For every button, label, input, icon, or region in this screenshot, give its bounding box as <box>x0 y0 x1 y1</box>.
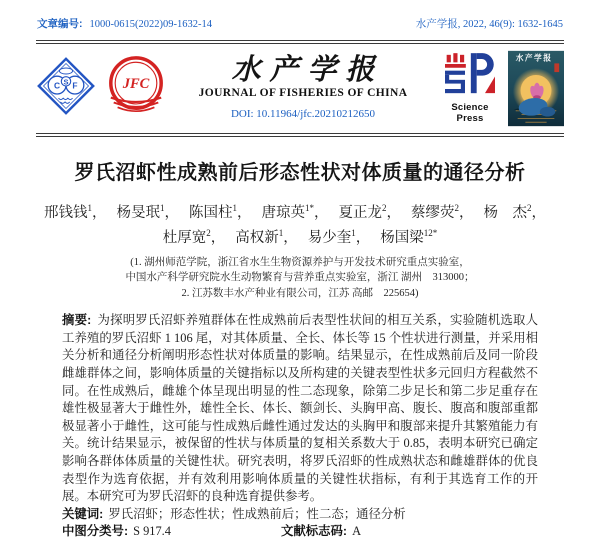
society-logos <box>36 55 167 122</box>
svg-text:C: C <box>54 79 61 90</box>
doi-text: DOI: 10.11964/jfc.20210212650 <box>230 107 376 120</box>
china-society-of-fisheries-logo-icon <box>36 56 96 121</box>
author-name: 陈国柱$^1$， <box>189 203 252 221</box>
author-line-1 <box>0 198 600 223</box>
affiliation-line: 2. 江苏数丰水产种业有限公司，江苏 高邮 225654) <box>181 287 419 299</box>
author-name: 高权新$^1$， <box>235 227 298 246</box>
article-number-label: 文章编号: <box>37 18 83 30</box>
keywords-label: 关键词: <box>62 506 104 521</box>
svg-text:S: S <box>63 77 69 87</box>
science-press-mark-icon <box>445 82 495 99</box>
author-list <box>0 198 600 248</box>
article-number <box>37 16 212 31</box>
author-name: 杨国梁$^{12*}$ <box>380 227 438 246</box>
article-title: 罗氏沼虾性成熟前后形态性状对体质量的通径分析 <box>74 162 526 184</box>
page-meta-row <box>0 16 600 31</box>
author-name: 易少奎$^1$， <box>307 227 371 246</box>
svg-text:水产学报: 水产学报 <box>515 53 553 62</box>
doc-code-label: 文献标志码: <box>280 524 348 539</box>
journal-citation: 水产学报, 2022, 46(9): 1632-1645 <box>415 19 563 30</box>
author-name: 杨旻珉$^1$， <box>116 203 179 221</box>
masthead-double-rule <box>36 133 564 137</box>
abstract-block <box>62 312 538 506</box>
author-name: 唐琼英$^{1*}$， <box>261 203 329 221</box>
abstract-text: 为探明罗氏沼虾养殖群体在性成熟前后表型性状间的相互关系，实验随机选取人工养殖的罗氏沼虾 1 106 尾，对其体质量、全长、体长等 15 个性状进行测量，并采用相关分析和通径分析阐明形态性状对体质量的影响。结果显示，在性成熟前后及同一阶段雌雄群体之间，影响体质量的关键指标以及所构建的关键表型性状多元回归方程截然不同。在性成熟后，雌雄个体呈现出明显的性二态现象，除第二步足长和第二步足重存在雄性极显著大于雌性外，雄性全长、体长、额剑长、头胸甲高、腹长、腹高和腹部重都极显著小于雌性，这可能与性成熟后雌性通过发达的头胸甲和腹部来提升其繁殖能力有关。统计结果显示，被保留的性状与体质量的复相关系数大于 0.85，表明本研究已确定影响各群体体质量的关键性状。研究表明，将罗氏沼虾的性成熟状态和雌雄群体的优良表型作为选育依据，并有效利用影响体质量的关键性状指标，有利于其选育工作的开展。本研究可为罗氏沼虾的良种选育提供参考。 <box>62 313 538 504</box>
doc-code-value: A <box>352 524 362 539</box>
journal-cover-image <box>508 50 564 127</box>
author-name: 邢钱钱$^1$， <box>44 203 107 221</box>
author-name: 杜厚宽$^2$， <box>162 227 226 246</box>
keywords-text: 罗氏沼虾；形态性状；性成熟前后；性二态；通径分析 <box>108 506 406 521</box>
clc-label: 中图分类号: <box>62 524 129 539</box>
clc-group <box>62 523 171 541</box>
article-number-value: 1000-0615(2022)09-1632-14 <box>89 19 212 30</box>
journal-of-fisheries-of-china-logo-icon <box>105 55 167 122</box>
affiliation-line: 中国水产科学研究院水生动物繁育与营养重点实验室，浙江 湖州 313000； <box>125 272 475 284</box>
author-name: 蔡缪荧$^2$， <box>411 203 474 221</box>
journal-title-block <box>167 56 439 120</box>
publisher-block <box>439 50 564 127</box>
affiliation-block <box>0 255 600 302</box>
keywords-row <box>62 506 538 524</box>
affiliation-line: (1. 湖州师范学院，浙江省水生生物资源养护与开发技术研究重点实验室， <box>130 256 470 268</box>
author-name: 夏正龙$^2$， <box>338 203 401 221</box>
svg-text:F: F <box>72 79 78 90</box>
classification-row <box>62 523 538 541</box>
author-line-2 <box>0 223 600 248</box>
clc-value: S 917.4 <box>133 524 171 539</box>
svg-text:JFC: JFC <box>122 75 150 92</box>
journal-name-cn: 水产学报 <box>231 54 384 87</box>
doc-code-group <box>281 523 361 541</box>
author-name: 杨 杰$^2$， <box>483 203 546 221</box>
science-press-label: Science Press <box>451 101 489 124</box>
journal-masthead <box>0 44 600 132</box>
abstract-label: 摘要: <box>62 313 92 328</box>
journal-name-en: JOURNAL OF FISHERIES OF CHINA <box>198 87 408 100</box>
science-press-logo <box>439 53 501 124</box>
